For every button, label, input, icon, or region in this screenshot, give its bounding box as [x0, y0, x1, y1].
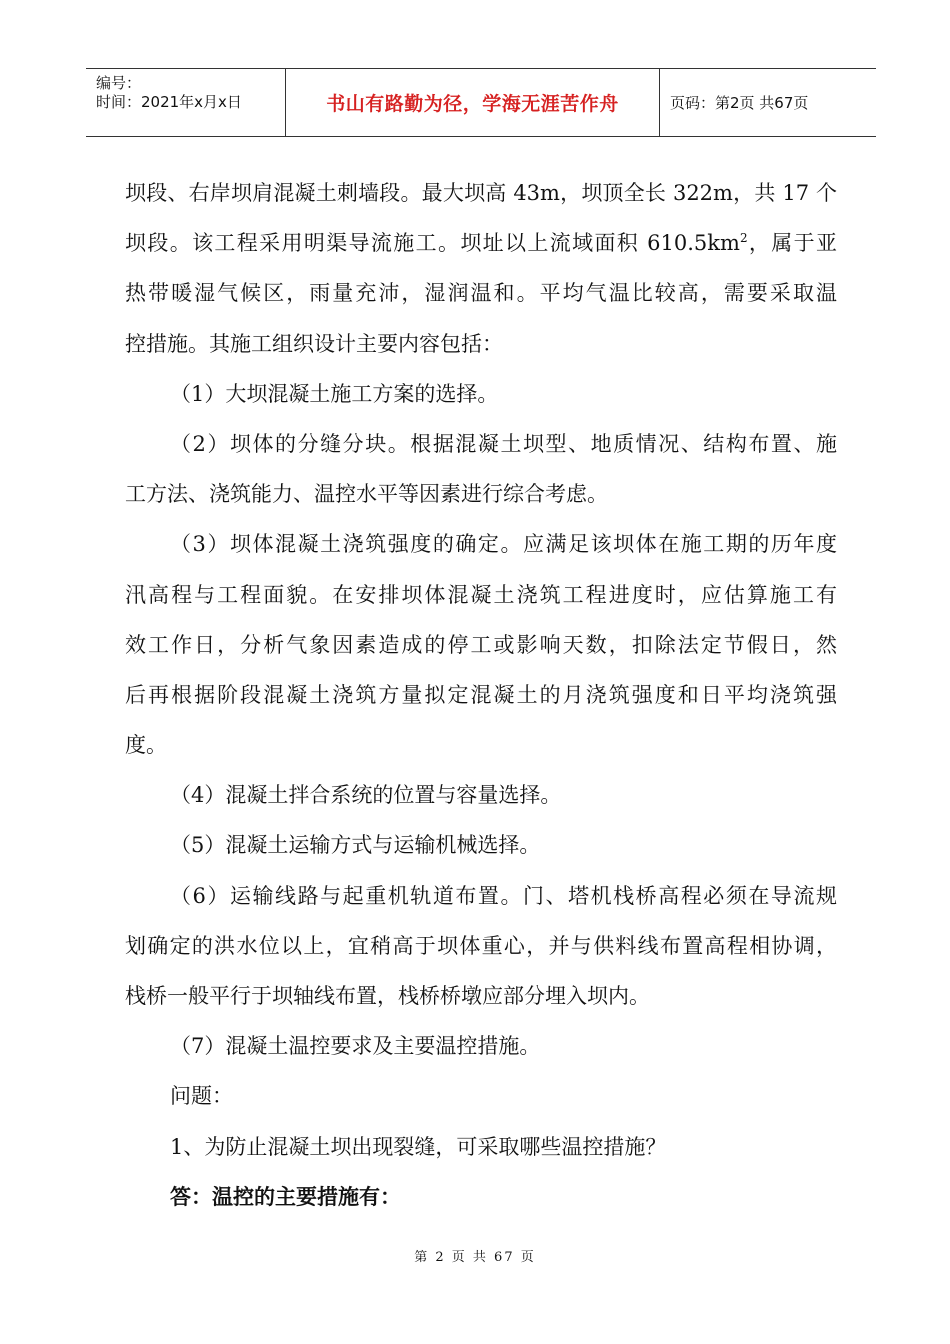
header-motto-cell	[286, 69, 660, 136]
text-line: 划确定的洪水位以上，宜稍高于坝体重心，并与供料线布置高程相协调，	[125, 933, 837, 958]
list-item: （6）运输线路与起重机轨道布置。门、塔机栈桥高程必须在导流规	[170, 883, 837, 908]
page-header	[86, 68, 876, 137]
list-item: （2）坝体的分缝分块。根据混凝土坝型、地质情况、结构布置、施	[170, 431, 837, 456]
list-item: （7）混凝土温控要求及主要温控措施。	[170, 1034, 541, 1059]
header-motto: 书山有路勤为径，学海无涯苦作舟	[326, 93, 619, 115]
list-item: （4）混凝土拌合系统的位置与容量选择。	[170, 783, 562, 808]
header-meta-cell	[86, 69, 286, 136]
list-item: （3）坝体混凝土浇筑强度的确定。应满足该坝体在施工期的历年度	[170, 532, 837, 557]
text-span: ，属于亚	[747, 231, 837, 256]
page-footer: 第 2 页 共 67 页	[414, 1250, 536, 1265]
list-item: （5）混凝土运输方式与运输机械选择。	[170, 833, 541, 858]
text-line	[125, 222, 837, 272]
question-label: 问题：	[170, 1084, 233, 1109]
text-line: 工方法、浇筑能力、温控水平等因素进行综合考虑。	[125, 482, 608, 507]
text-line: 坝段、右岸坝肩混凝土刺墙段。最大坝高 43m，坝顶全长 322m，共 17 个	[125, 181, 837, 205]
header-time-label: 时间：2021年x月x日	[96, 93, 242, 111]
text-line: 控措施。其施工组织设计主要内容包括：	[125, 331, 503, 356]
text-span: 坝段。该工程采用明渠导流施工。坝址以上流域面积 610.5km	[125, 231, 740, 256]
question-text: 1、为防止混凝土坝出现裂缝，可采取哪些温控措施？	[170, 1134, 667, 1159]
text-line: 热带暖湿气候区，雨量充沛，湿润温和。平均气温比较高，需要采取温	[125, 281, 837, 306]
text-line: 栈桥一般平行于坝轴线布置，栈桥桥墩应部分埋入坝内。	[125, 984, 650, 1008]
text-line: 汛高程与工程面貌。在安排坝体混凝土浇筑工程进度时，应估算施工有	[125, 582, 837, 607]
document-body	[125, 172, 837, 1226]
superscript: 2	[739, 231, 748, 246]
answer-heading: 答：温控的主要措施有：	[170, 1184, 401, 1209]
list-item: （1）大坝混凝土施工方案的选择。	[170, 381, 499, 406]
text-line: 度。	[125, 733, 167, 758]
text-line: 效工作日，分析气象因素造成的停工或影响天数，扣除法定节假日，然	[125, 632, 837, 657]
header-code-label: 编号：	[96, 74, 142, 92]
header-page-info: 页码：第2页 共67页	[670, 94, 809, 112]
text-line: 后再根据阶段混凝土浇筑方量拟定混凝土的月浇筑强度和日平均浇筑强	[125, 682, 837, 707]
